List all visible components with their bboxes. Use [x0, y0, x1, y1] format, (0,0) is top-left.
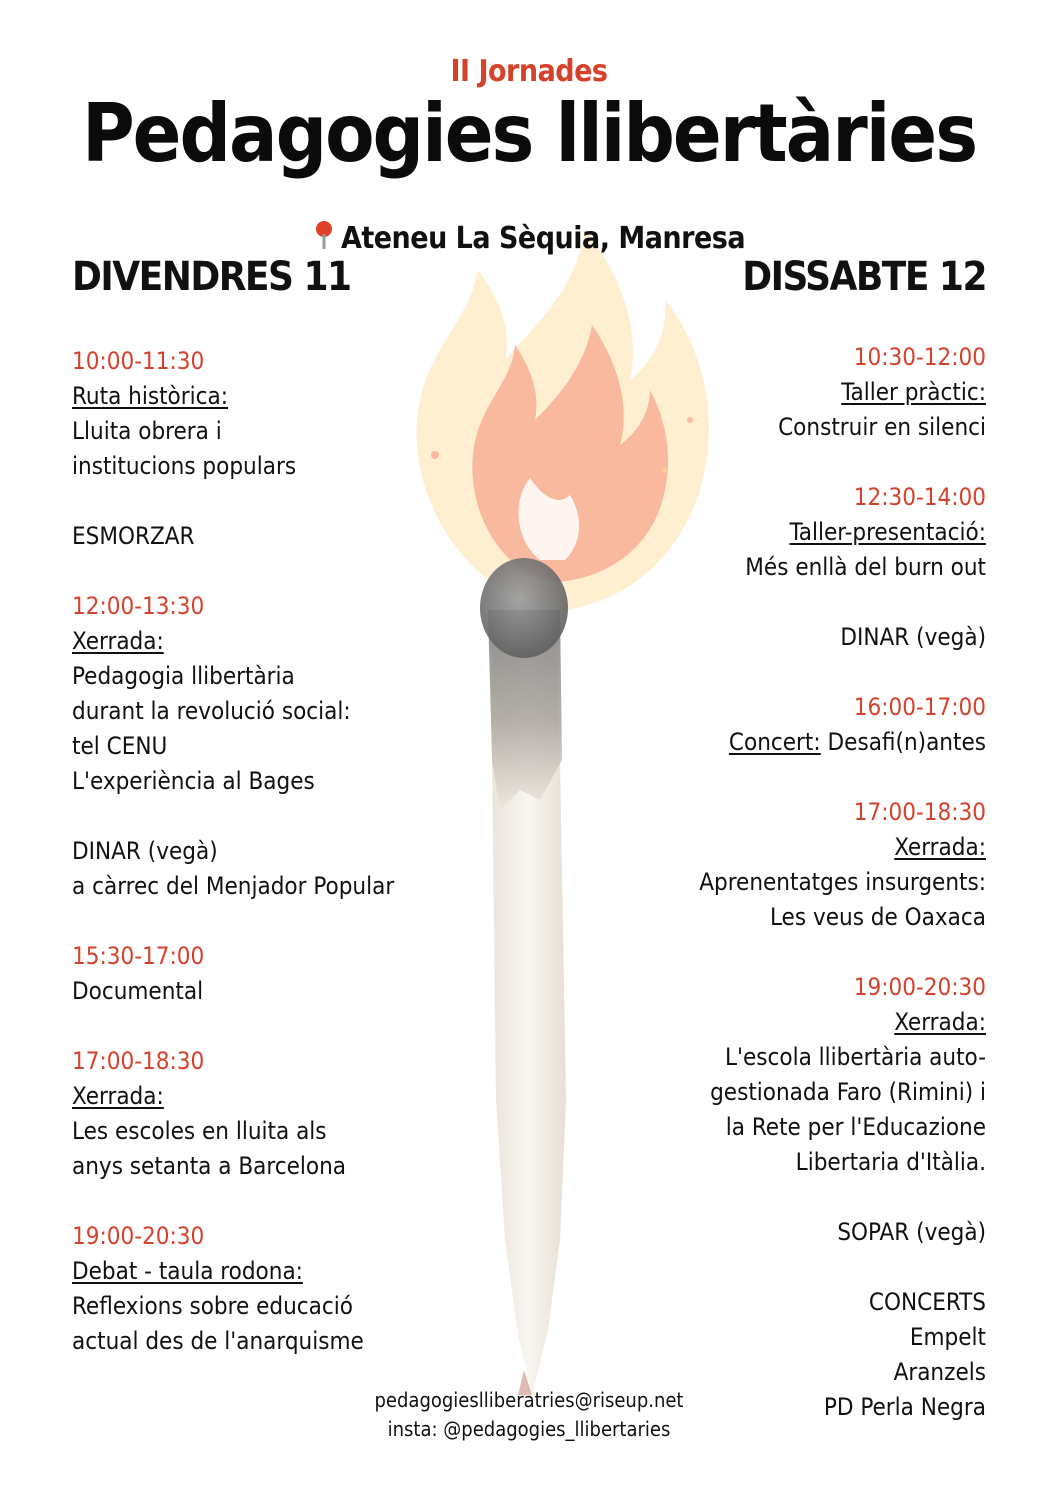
meal-label: DINAR (vegà): [840, 623, 986, 651]
saturday-schedule: [526, 340, 986, 1425]
friday-schedule: [72, 344, 492, 1359]
day-heading-saturday: DISSABTE 12: [742, 254, 986, 300]
event-detail: institucions populars: [72, 452, 297, 480]
meal-label: DINAR (vegà): [72, 837, 218, 865]
band-name: PD Perla Negra: [823, 1393, 986, 1421]
event-type: Ruta històrica:: [72, 382, 229, 410]
event-time: 19:00-20:30: [853, 973, 986, 1001]
event-detail: actual des de l'anarquisme: [72, 1327, 364, 1355]
meal-detail: a càrrec del Menjador Popular: [72, 872, 395, 900]
event-detail: Les escoles en lluita als: [72, 1117, 327, 1145]
event-type: Concert:: [728, 728, 821, 756]
event-time: 12:30-14:00: [853, 483, 986, 511]
poster-title: Pedagogies llibertàries: [81, 87, 977, 180]
event-type: Debat - taula rodona:: [72, 1257, 303, 1285]
venue: [0, 220, 1058, 256]
event-detail: Documental: [72, 977, 204, 1005]
event-detail: Aprenentatges insurgents:: [699, 868, 986, 896]
event-detail: Libertaria d'Itàlia.: [795, 1148, 986, 1176]
event-detail: durant la revolució social:: [72, 697, 351, 725]
event-time: 10:30-12:00: [853, 343, 986, 371]
event-detail: Desafi(n)antes: [820, 728, 986, 756]
event-detail: Lluita obrera i: [72, 417, 222, 445]
event-detail: L'escola llibertària auto-: [725, 1043, 986, 1071]
event-detail: Reflexions sobre educació: [72, 1292, 353, 1320]
event-detail: Pedagogia llibertària: [72, 662, 295, 690]
instagram-handle: insta: @pedagogies_llibertaries: [387, 1417, 671, 1441]
band-name: Aranzels: [893, 1358, 986, 1386]
contact-footer: [0, 1386, 1058, 1444]
event-type: Taller pràctic:: [841, 378, 986, 406]
event-detail: L'experiència al Bages: [72, 767, 315, 795]
meal-label: ESMORZAR: [72, 522, 195, 550]
event-detail: gestionada Faro (Rimini) i: [710, 1078, 986, 1106]
event-type: Taller-presentació:: [789, 518, 986, 546]
event-type: Xerrada:: [894, 833, 986, 861]
event-detail: tel CENU: [72, 732, 168, 760]
event-time: 15:30-17:00: [72, 942, 205, 970]
meal-label: SOPAR (vegà): [837, 1218, 986, 1246]
contact-email: pedagogieslliberatries@riseup.net: [374, 1388, 684, 1412]
concerts-heading: CONCERTS: [868, 1288, 986, 1316]
venue-label: Ateneu La Sèquia, Manresa: [340, 221, 746, 256]
event-time: 12:00-13:30: [72, 592, 205, 620]
event-detail: la Rete per l'Educazione: [725, 1113, 986, 1141]
event-detail: Més enllà del burn out: [745, 553, 986, 581]
event-type: Xerrada:: [72, 627, 164, 655]
band-name: Empelt: [909, 1323, 986, 1351]
edition-label: II Jornades: [450, 54, 608, 89]
event-time: 17:00-18:30: [853, 798, 986, 826]
event-time: 17:00-18:30: [72, 1047, 205, 1075]
event-detail: Les veus de Oaxaca: [769, 903, 986, 931]
event-time: 16:00-17:00: [853, 693, 986, 721]
event-type: Xerrada:: [894, 1008, 986, 1036]
event-time: 10:00-11:30: [72, 347, 205, 375]
event-time: 19:00-20:30: [72, 1222, 205, 1250]
event-detail: anys setanta a Barcelona: [72, 1152, 347, 1180]
day-heading-friday: DIVENDRES 11: [72, 254, 351, 300]
event-type: Xerrada:: [72, 1082, 164, 1110]
event-detail: Construir en silenci: [778, 413, 986, 441]
location-pin-icon: [313, 220, 335, 250]
